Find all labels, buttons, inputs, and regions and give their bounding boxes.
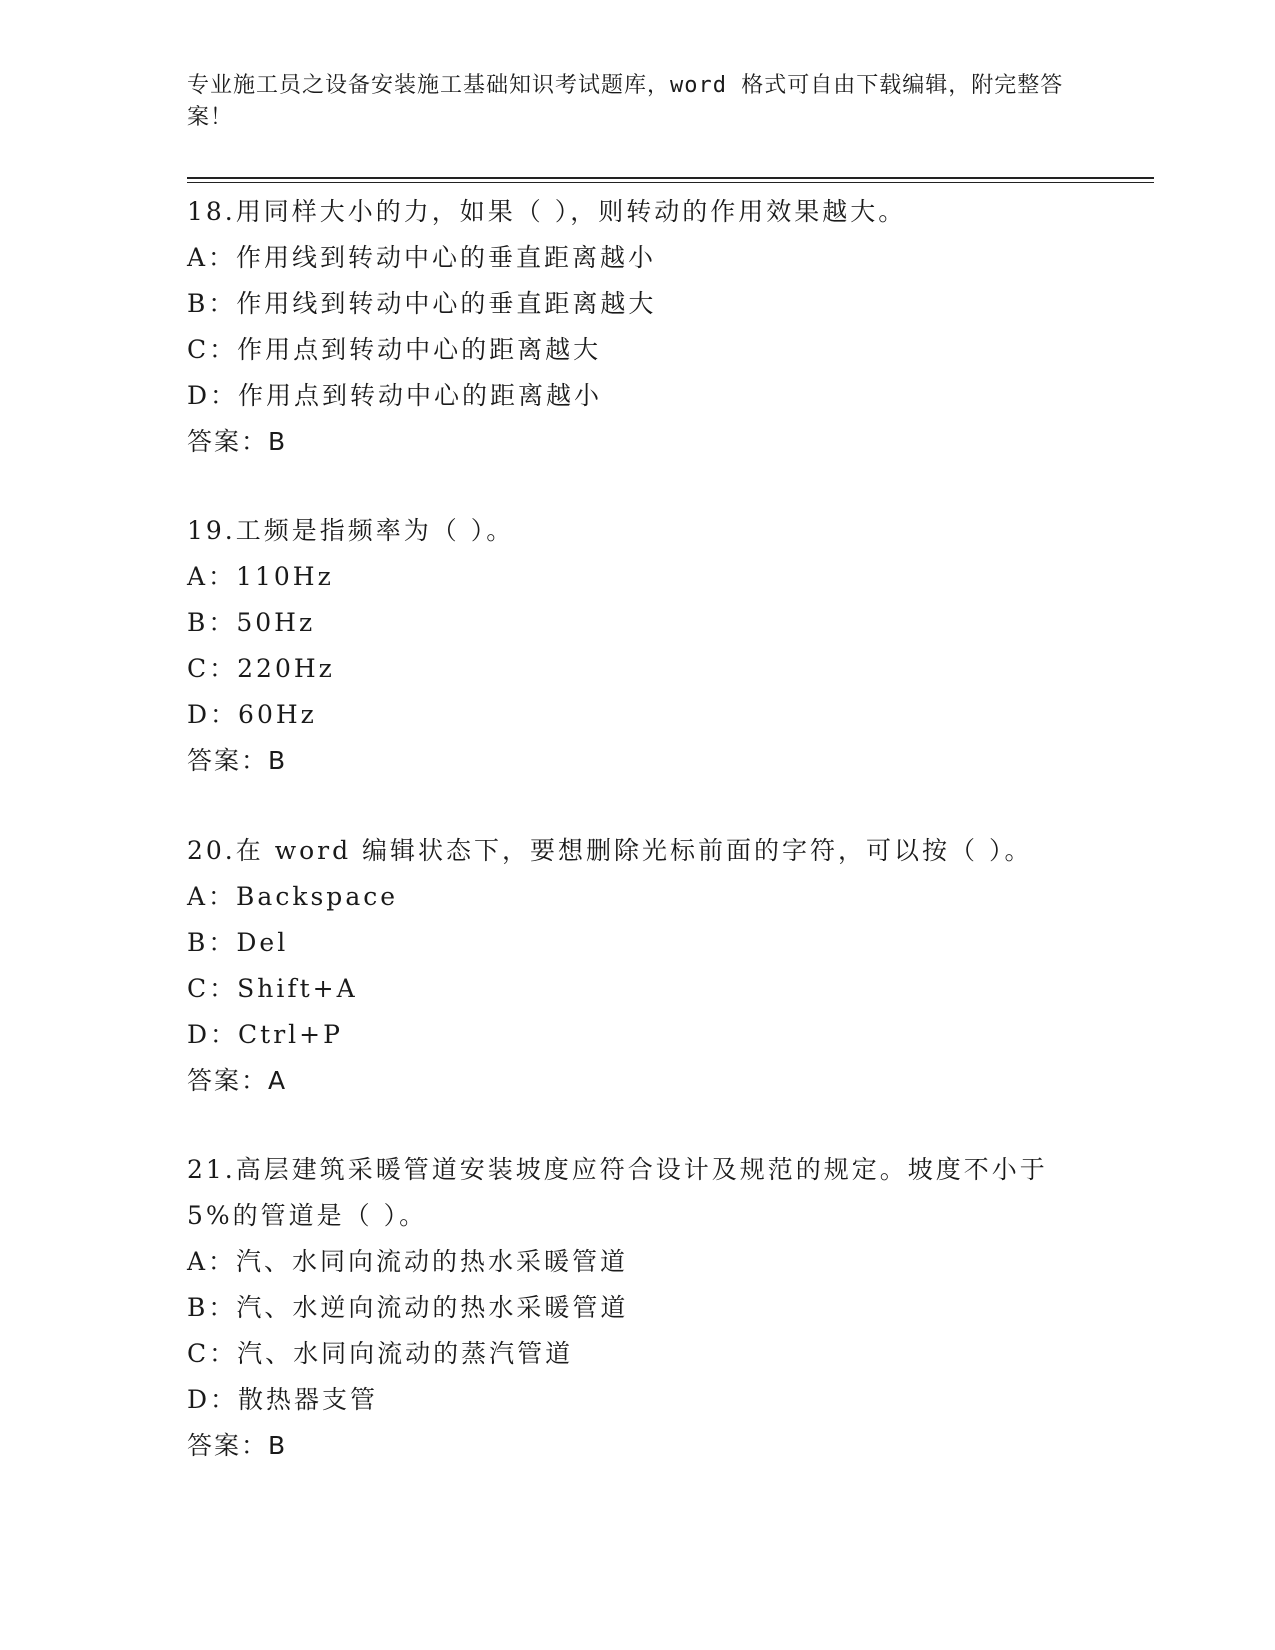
- option-a: A：Backspace: [187, 882, 399, 911]
- header-divider: [187, 177, 1154, 179]
- option-b: B：50Hz: [187, 608, 316, 637]
- option-c: C：作用点到转动中心的距离越大: [187, 335, 602, 364]
- option-d: D：60Hz: [187, 700, 317, 729]
- option-d: D：散热器支管: [187, 1385, 379, 1414]
- option-c: C：汽、水同向流动的蒸汽管道: [187, 1339, 574, 1368]
- page-header: 专业施工员之设备安装施工基础知识考试题库，word 格式可自由下载编辑，附完整答案！: [187, 73, 1064, 130]
- option-b: B：Del: [187, 928, 289, 957]
- question-text: 18.用同样大小的力，如果（ ），则转动的作用效果越大。: [187, 197, 907, 226]
- option-a: A：作用线到转动中心的垂直距离越小: [187, 243, 657, 272]
- answer: 答案：A: [187, 1066, 288, 1095]
- question-text: 19.工频是指频率为（ ）。: [187, 516, 515, 545]
- header-divider-thin: [187, 182, 1154, 183]
- question-19: [187, 508, 1087, 784]
- option-b: B：作用线到转动中心的垂直距离越大: [187, 289, 657, 318]
- option-c: C：Shift+A: [187, 974, 358, 1003]
- answer: 答案：B: [187, 427, 288, 456]
- option-c: C：220Hz: [187, 654, 335, 683]
- question-20: [187, 828, 1087, 1104]
- question-text: 20.在 word 编辑状态下，要想删除光标前面的字符，可以按（ ）。: [187, 836, 1033, 865]
- question-text: 21.高层建筑采暖管道安装坡度应符合设计及规范的规定。坡度不小于5%的管道是（ ）。: [187, 1155, 1048, 1230]
- option-a: A：110Hz: [187, 562, 334, 591]
- answer: 答案：B: [187, 746, 288, 775]
- answer: 答案：B: [187, 1431, 288, 1460]
- question-21: [187, 1147, 1087, 1469]
- question-18: [187, 189, 1087, 465]
- option-d: D：Ctrl+P: [187, 1020, 343, 1049]
- option-a: A：汽、水同向流动的热水采暖管道: [187, 1247, 629, 1276]
- option-d: D：作用点到转动中心的距离越小: [187, 381, 603, 410]
- option-b: B：汽、水逆向流动的热水采暖管道: [187, 1293, 629, 1322]
